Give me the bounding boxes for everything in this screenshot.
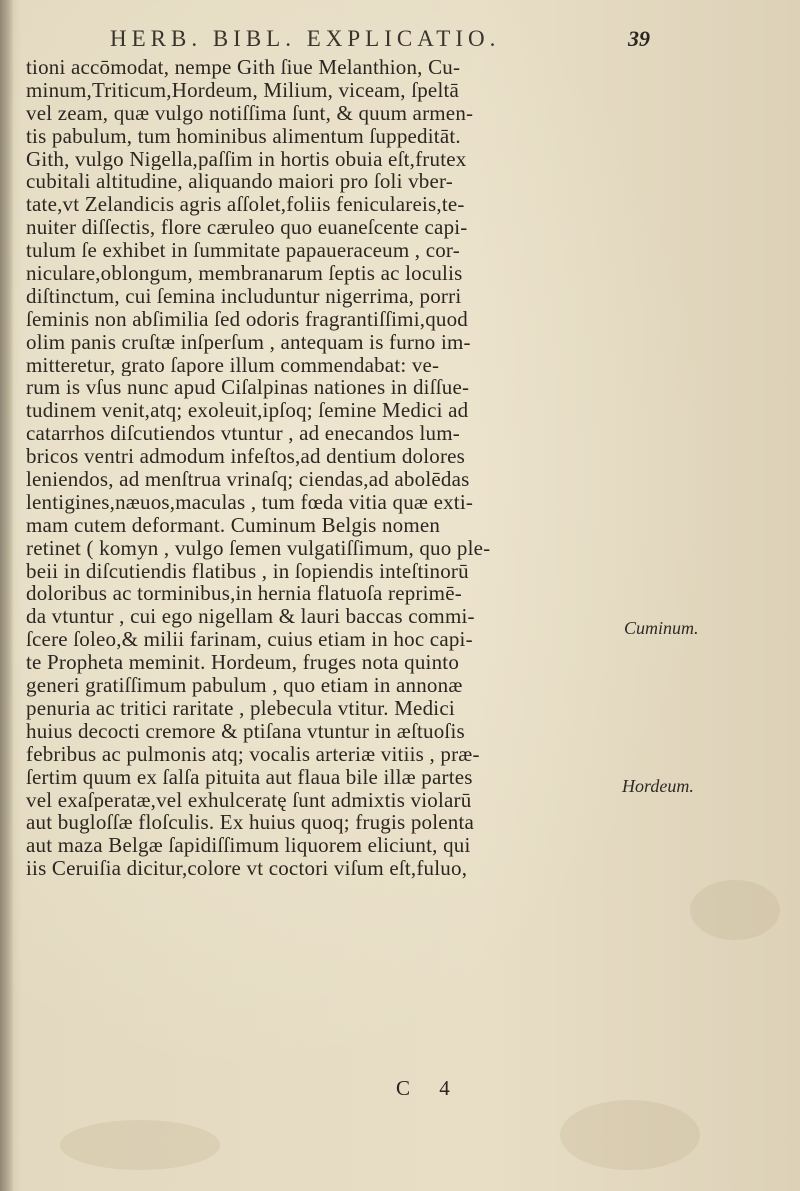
paper-stain [560,1100,700,1170]
text-line: mam cutem deformant. Cuminum Belgis nomen [26,513,441,537]
text-line: tate,vt Zelandicis agris aſſolet,foliis feniculareis,te- [26,193,465,217]
text-line: tulum ſe exhibet in ſummitate papaueraceum , cor- [26,239,460,263]
text-line: ſcere ſoleo,& milii farinam, cuius etiam in hoc capi- [26,628,473,652]
text-line: leniendos, ad menſtrua vrinaſq; ciendas,ad abolēdas [26,468,470,491]
paper-stain [690,880,780,940]
text-line: tis pabulum, tum hominibus alimentum ſuppeditāt. [26,124,461,148]
text-line: niculare,oblongum, membranarum ſeptis ac loculis [26,262,463,285]
text-line: aut maza Belgæ ſapidiſſimum liquorem eliciunt, qui [26,834,471,858]
running-head-title: HERB. BIBL. EXPLICATIO. [110,26,501,51]
text-line: mitteretur, grato ſapore illum commendabat: ve- [26,353,440,377]
text-line: vel zeam, quæ vulgo notiſſima ſunt, & quum armen- [26,101,474,125]
text-line: da vtuntur , cui ego nigellam & lauri baccas commi- [26,605,475,629]
text-line: lentigines,næuos,maculas , tum fœda vitia quæ exti- [26,490,474,514]
signature-mark: C 4 [396,1076,462,1100]
text-line: penuria ac tritici raritate , plebecula vtitur. Medici [26,696,455,720]
text-line: cubitali altitudine, aliquando maiori pro ſoli vber- [26,170,453,194]
page-number: 39 [628,26,650,51]
text-line: rum is vſus nunc apud Ciſalpinas nationes in diſſue- [26,376,470,400]
margin-note-hordeum: Hordeum. [622,776,694,796]
text-line: ſeminis non abſimilia ſed odoris fragrantiſſimi,quod [26,307,468,331]
text-line: beii in diſcutiendis flatibus , in ſopiendis inteſtinorū [26,559,469,583]
text-line: bricos ventri admodum infeſtos,ad dentium dolores [26,445,466,469]
text-line: generi gratiſſimum pabulum , quo etiam in annonæ [26,674,463,697]
text-line: retinet ( komyn , vulgo ſemen vulgatiſſimum, quo ple- [26,536,491,560]
text-line: iis Ceruiſia dicitur,colore vt coctori viſum eſt,fuluo, [26,857,468,881]
text-line: tioni accōmodat, nempe Gith ſiue Melanthion, Cu- [26,56,461,79]
text-line: huius decocti cremore & ptiſana vtuntur in æſtuoſis [26,719,465,743]
text-line: doloribus ac torminibus,in hernia flatuoſa reprimē- [26,582,462,606]
text-line: ſertim quum ex ſalſa pituita aut flaua bile illæ partes [26,765,473,789]
margin-note-cuminum: Cuminum. [624,618,699,638]
text-line: nuiter diſſectis, flore cæruleo quo euaneſcente capi- [26,216,468,240]
body-text [26,56,626,880]
text-line: minum,Triticum,Hordeum, Milium, viceam, ſpeltā [26,78,460,102]
text-line: febribus ac pulmonis atq; vocalis arteriæ vitiis , præ- [26,742,480,766]
text-line: te Propheta meminit. Hordeum, fruges nota quinto [26,651,460,675]
text-line: diſtinctum, cui ſemina includuntur nigerrima, porri [26,284,462,308]
paper-stain [60,1120,220,1170]
page-gutter [0,0,14,1191]
text-line: catarrhos diſcutiendos vtuntur , ad enecandos lum- [26,422,460,446]
text-line: olim panis cruſtæ inſperſum , antequam is furno im- [26,330,471,354]
text-line: Gith, vulgo Nigella,paſſim in hortis obuia eſt,frutex [26,147,467,171]
running-head [110,18,650,52]
text-line: vel exaſperatæ,vel exhulceratę ſunt admixtis violarū [26,788,472,812]
text-line: aut bugloſſæ floſculis. Ex huius quoq; frugis polenta [26,811,475,835]
text-line: tudinem venit,atq; exoleuit,ipſoq; ſemine Medici ad [26,399,469,423]
